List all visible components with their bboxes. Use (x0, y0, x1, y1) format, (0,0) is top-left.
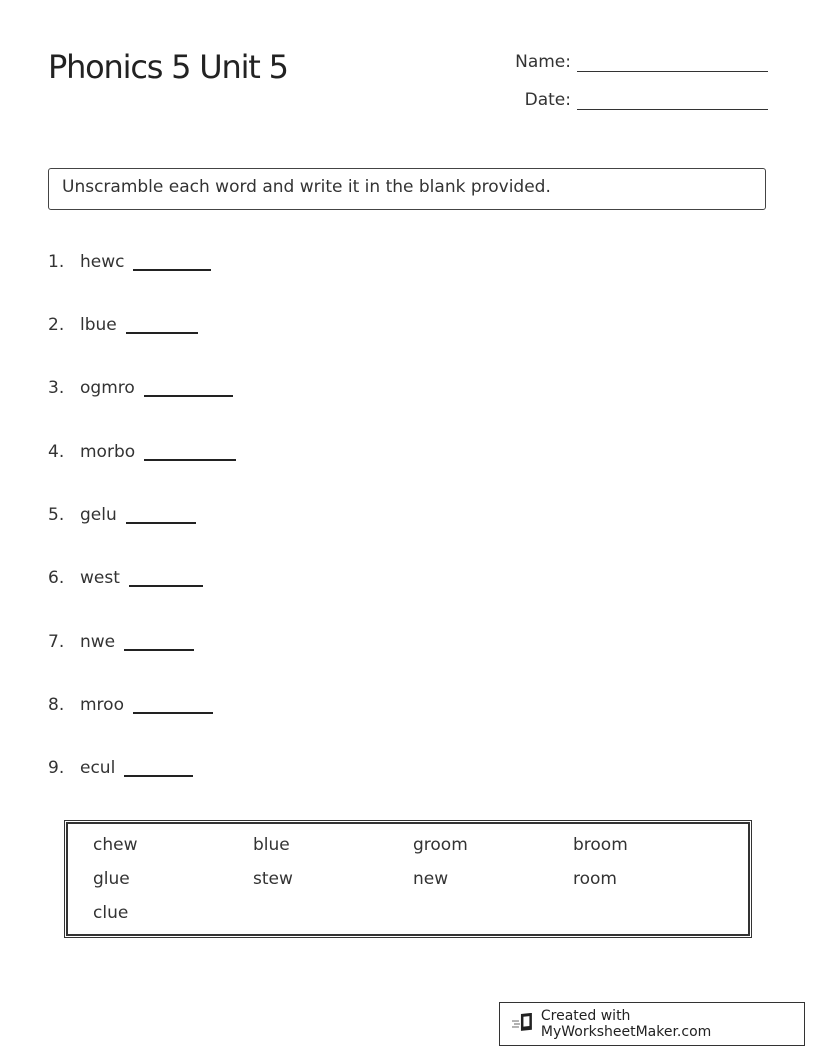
question-number: 9. (48, 758, 65, 778)
date-field (525, 90, 768, 110)
word-bank-item: room (573, 869, 617, 889)
answer-blank[interactable] (126, 521, 196, 524)
answer-blank[interactable] (144, 458, 236, 461)
scrambled-word: ogmro (80, 378, 135, 398)
question-item (48, 568, 203, 588)
scrambled-word: nwe (80, 632, 116, 652)
date-line[interactable] (577, 91, 768, 110)
question-item (48, 632, 194, 652)
question-number: 3. (48, 378, 65, 398)
answer-blank[interactable] (124, 774, 193, 777)
word-bank-item: groom (413, 835, 468, 855)
name-line[interactable] (577, 53, 768, 72)
name-field (515, 52, 768, 72)
question-number: 2. (48, 315, 65, 335)
question-item (48, 442, 236, 462)
word-bank-item: chew (93, 835, 138, 855)
word-bank-item: glue (93, 869, 130, 889)
answer-blank[interactable] (133, 711, 213, 714)
answer-blank[interactable] (144, 394, 233, 397)
word-bank-item: stew (253, 869, 293, 889)
word-bank-item: clue (93, 903, 129, 923)
scrambled-word: mroo (80, 695, 124, 715)
question-item (48, 758, 193, 778)
page-title: Phonics 5 Unit 5 (48, 48, 288, 86)
scrambled-word: lbue (80, 315, 117, 335)
worksheet-logo-icon (511, 1013, 535, 1035)
word-bank (64, 820, 752, 938)
question-number: 8. (48, 695, 65, 715)
instructions-box: Unscramble each word and write it in the blank provided. (48, 168, 766, 210)
footer-text: Created with MyWorksheetMaker.com (540, 1008, 712, 1040)
word-bank-item: broom (573, 835, 628, 855)
scrambled-word: morbo (80, 442, 136, 462)
word-bank-item: new (413, 869, 449, 889)
scrambled-word: ecul (80, 758, 116, 778)
question-number: 1. (48, 252, 65, 272)
scrambled-word: west (80, 568, 120, 588)
date-label: Date: (524, 90, 571, 110)
question-number: 5. (48, 505, 65, 525)
answer-blank[interactable] (129, 584, 203, 587)
scrambled-word: gelu (80, 505, 117, 525)
question-number: 6. (48, 568, 65, 588)
answer-blank[interactable] (133, 268, 211, 271)
question-item (48, 252, 211, 272)
answer-blank[interactable] (124, 648, 194, 651)
word-bank-item: blue (253, 835, 290, 855)
name-label: Name: (515, 52, 571, 72)
scrambled-word: hewc (80, 252, 125, 272)
question-item (48, 378, 233, 398)
question-item (48, 315, 198, 335)
answer-blank[interactable] (126, 331, 198, 334)
question-item (48, 695, 213, 715)
question-item (48, 505, 196, 525)
question-number: 7. (48, 632, 65, 652)
question-number: 4. (48, 442, 65, 462)
footer-credit (499, 1002, 805, 1046)
